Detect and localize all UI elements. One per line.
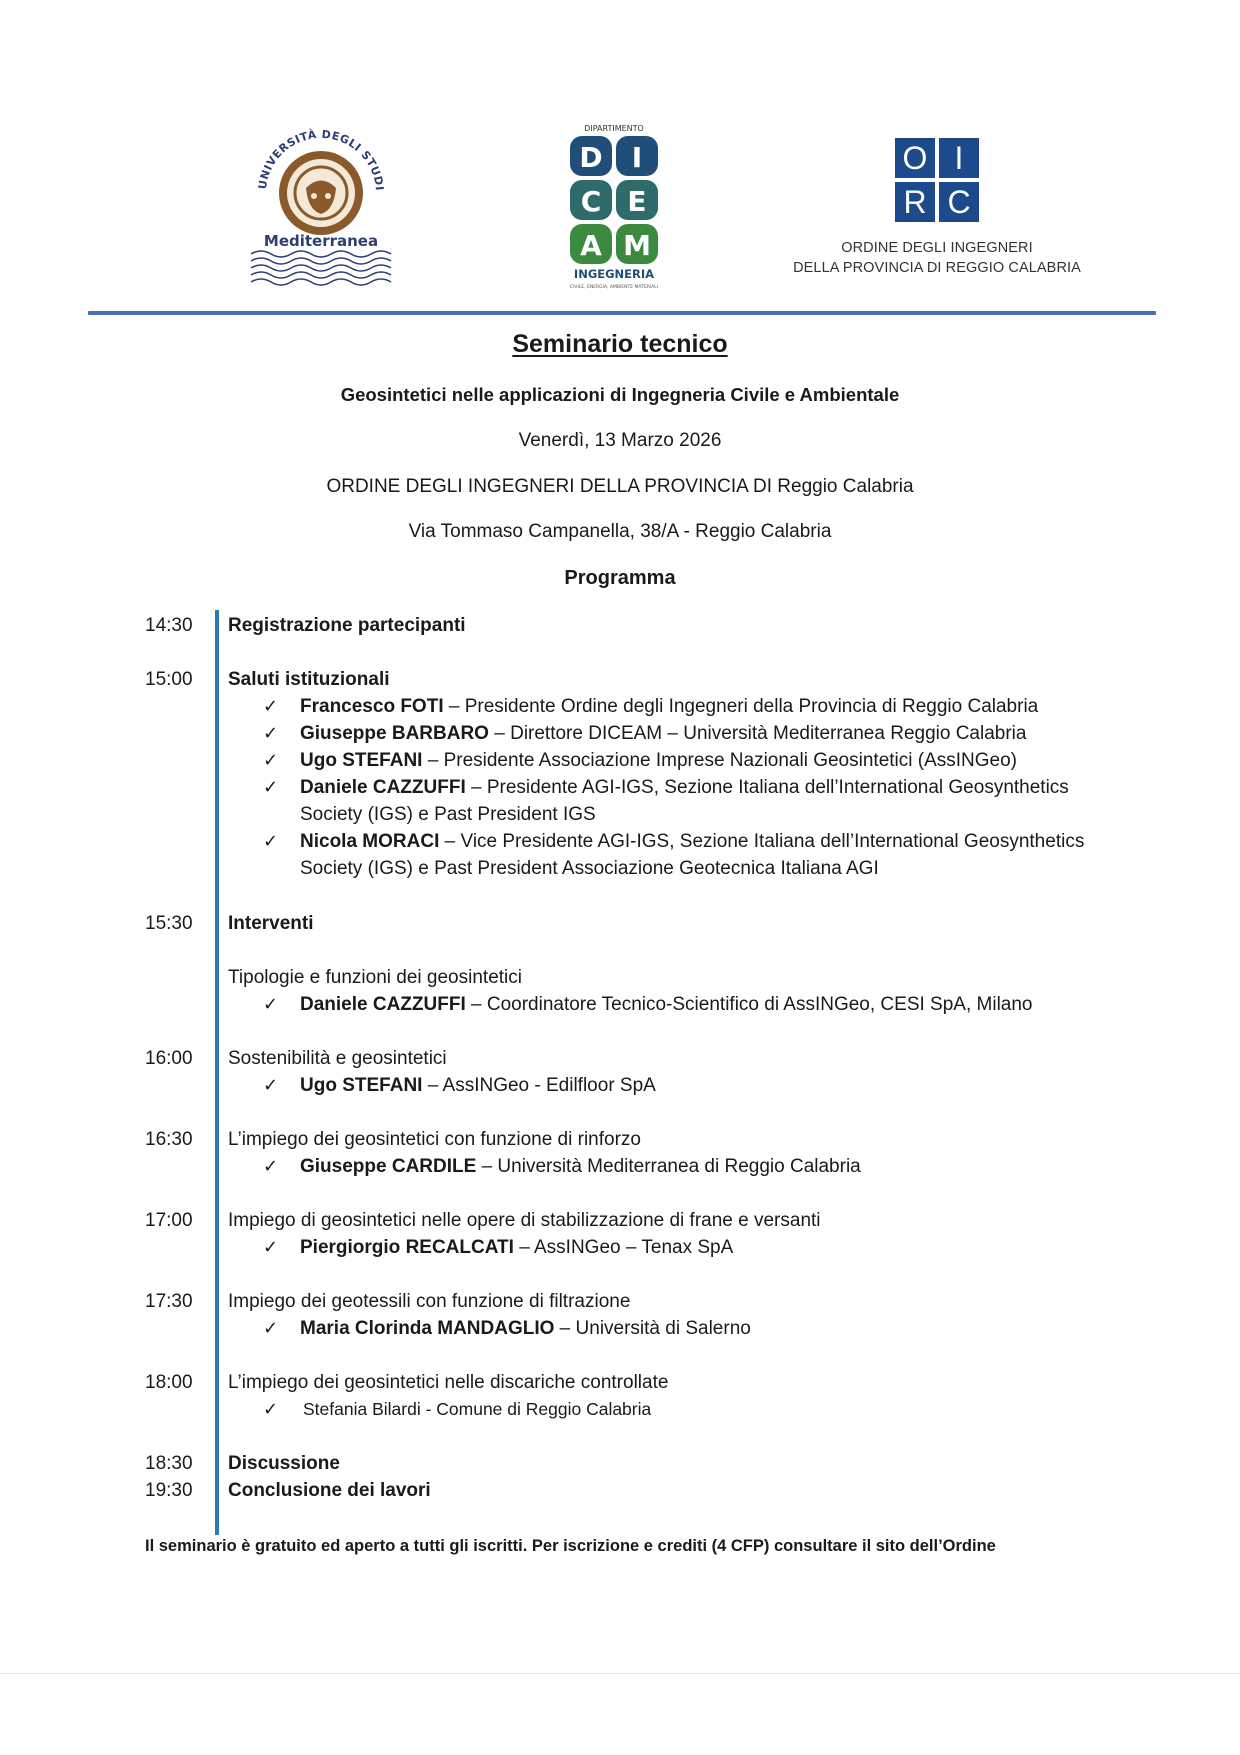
item-time: 18:00 bbox=[145, 1372, 193, 1393]
speaker-role: – Presidente Ordine degli Ingegneri della Provincia di Reggio Calabria bbox=[443, 696, 1039, 717]
speaker-role: – AssINGeo - Edilfloor SpA bbox=[422, 1075, 656, 1096]
item-title: Discussione bbox=[228, 1453, 340, 1474]
checkmark-icon: ✓ bbox=[263, 1075, 279, 1095]
item-time: 19:30 bbox=[145, 1480, 193, 1501]
event-address: Via Tommaso Campanella, 38/A - Reggio Calabria bbox=[408, 521, 832, 542]
speaker-name: Daniele CAZZUFFI bbox=[300, 777, 466, 798]
speaker-name: Giuseppe CARDILE bbox=[300, 1156, 477, 1177]
oirc-caption bbox=[792, 238, 1082, 278]
oirc-letter: C bbox=[939, 182, 979, 222]
checkmark-icon: ✓ bbox=[263, 1318, 279, 1338]
checkmark-icon: ✓ bbox=[263, 750, 279, 770]
diceam-mark-icon bbox=[566, 122, 662, 292]
university-seal-icon bbox=[246, 118, 396, 288]
svg-text:D: D bbox=[579, 141, 603, 174]
diceam-logo bbox=[566, 122, 662, 292]
speaker-role: Society (IGS) e Past President Associazione Geotecnica Italiana AGI bbox=[300, 858, 879, 879]
checkmark-icon: ✓ bbox=[263, 777, 279, 797]
header-divider bbox=[88, 311, 1156, 315]
checkmark-icon: ✓ bbox=[263, 696, 279, 716]
talk-title: Tipologie e funzioni dei geosintetici bbox=[228, 967, 522, 988]
checkmark-icon: ✓ bbox=[263, 723, 279, 743]
speaker-name: Daniele CAZZUFFI bbox=[300, 994, 466, 1015]
event-venue: ORDINE DEGLI INGEGNERI DELLA PROVINCIA DI Reggio Calabria bbox=[326, 476, 914, 497]
speaker-role: – Presidente Associazione Imprese Nazionali Geosintetici (AssINGeo) bbox=[422, 750, 1018, 771]
item-time: 16:30 bbox=[145, 1129, 193, 1150]
svg-text:CIVILE, ENERGIA, AMBIENTE MATE: CIVILE, ENERGIA, AMBIENTE MATERIALI bbox=[569, 285, 659, 290]
speaker-role: – Università Mediterranea di Reggio Calabria bbox=[476, 1156, 861, 1177]
speaker-name: Ugo STEFANI bbox=[300, 750, 423, 771]
talk-title: Sostenibilità e geosintetici bbox=[228, 1048, 447, 1069]
item-title: Saluti istituzionali bbox=[228, 669, 390, 690]
programme-heading: Programma bbox=[564, 567, 676, 589]
speaker-role: – Coordinatore Tecnico-Scientifico di AssINGeo, CESI SpA, Milano bbox=[465, 994, 1033, 1015]
item-time: 15:30 bbox=[145, 913, 193, 934]
svg-text:DIPARTIMENTO: DIPARTIMENTO bbox=[584, 124, 644, 133]
page-edge bbox=[0, 1673, 1240, 1674]
speaker-role: Society (IGS) e Past President IGS bbox=[300, 804, 596, 825]
svg-text:Mediterranea: Mediterranea bbox=[263, 232, 379, 250]
item-time: 14:30 bbox=[145, 615, 193, 636]
speaker-line: Stefania Bilardi - Comune di Reggio Calabria bbox=[303, 1399, 652, 1419]
item-time: 18:30 bbox=[145, 1453, 193, 1474]
speaker-name: Nicola MORACI bbox=[300, 831, 440, 852]
speaker-role: – Direttore DICEAM – Università Mediterranea Reggio Calabria bbox=[488, 723, 1027, 744]
speaker-role: – Vice Presidente AGI-IGS, Sezione Italiana dell’International Geosynthetics bbox=[439, 831, 1085, 852]
speaker-name: Giuseppe BARBARO bbox=[300, 723, 489, 744]
item-time: 16:00 bbox=[145, 1048, 193, 1069]
talk-title: L’impiego dei geosintetici nelle discariche controllate bbox=[228, 1372, 669, 1393]
speaker-name: Piergiorgio RECALCATI bbox=[300, 1237, 514, 1258]
svg-text:E: E bbox=[627, 185, 647, 218]
speaker-role: – Presidente AGI-IGS, Sezione Italiana dell’International Geosynthetics bbox=[465, 777, 1069, 798]
speaker-name: Ugo STEFANI bbox=[300, 1075, 423, 1096]
talk-title: Impiego di geosintetici nelle opere di stabilizzazione di frane e versanti bbox=[228, 1210, 821, 1231]
item-title: Interventi bbox=[228, 913, 314, 934]
checkmark-icon: ✓ bbox=[263, 831, 279, 851]
item-title: Registrazione partecipanti bbox=[228, 615, 466, 636]
checkmark-icon: ✓ bbox=[263, 994, 279, 1014]
item-time: 15:00 bbox=[145, 669, 193, 690]
talk-title: L’impiego dei geosintetici con funzione di rinforzo bbox=[228, 1129, 641, 1150]
ordine-ingegneri-logo bbox=[792, 138, 1082, 278]
item-time: 17:00 bbox=[145, 1210, 193, 1231]
speaker-name: Francesco FOTI bbox=[300, 696, 444, 717]
oirc-mark bbox=[895, 138, 979, 222]
svg-text:M: M bbox=[623, 229, 651, 262]
checkmark-icon: ✓ bbox=[263, 1156, 279, 1176]
svg-text:A: A bbox=[580, 229, 602, 262]
timeline-bar bbox=[215, 610, 219, 1535]
checkmark-icon: ✓ bbox=[263, 1237, 279, 1257]
talk-title: Impiego dei geotessili con funzione di filtrazione bbox=[228, 1291, 631, 1312]
oirc-letter: I bbox=[939, 138, 979, 178]
checkmark-icon: ✓ bbox=[263, 1399, 279, 1419]
event-date: Venerdì, 13 Marzo 2026 bbox=[518, 430, 722, 451]
oirc-caption-line: ORDINE DEGLI INGEGNERI bbox=[841, 240, 1033, 256]
svg-text:UNIVERSITÀ DEGLI STUDI DI REGG: UNIVERSITÀ DEGLI STUDI bbox=[256, 127, 386, 192]
speaker-role: – Università di Salerno bbox=[554, 1318, 751, 1339]
svg-text:INGEGNERIA: INGEGNERIA bbox=[573, 267, 655, 281]
speaker-name: Maria Clorinda MANDAGLIO bbox=[300, 1318, 555, 1339]
item-time: 17:30 bbox=[145, 1291, 193, 1312]
page-title: Seminario tecnico bbox=[512, 330, 728, 358]
oirc-caption-line: DELLA PROVINCIA DI REGGIO CALABRIA bbox=[793, 260, 1081, 276]
item-title: Conclusione dei lavori bbox=[228, 1480, 431, 1501]
speaker-role: – AssINGeo – Tenax SpA bbox=[513, 1237, 734, 1258]
oirc-letter: O bbox=[895, 138, 935, 178]
registration-note: Il seminario è gratuito ed aperto a tutti gli iscritti. Per iscrizione e crediti (4 CFP) consultare il sito dell’Ordine bbox=[145, 1537, 996, 1555]
svg-text:C: C bbox=[580, 185, 602, 218]
svg-text:I: I bbox=[631, 141, 643, 174]
oirc-letter: R bbox=[895, 182, 935, 222]
university-mediterranea-logo bbox=[246, 118, 396, 288]
seminar-subtitle: Geosintetici nelle applicazioni di Ingegneria Civile e Ambientale bbox=[340, 384, 900, 405]
